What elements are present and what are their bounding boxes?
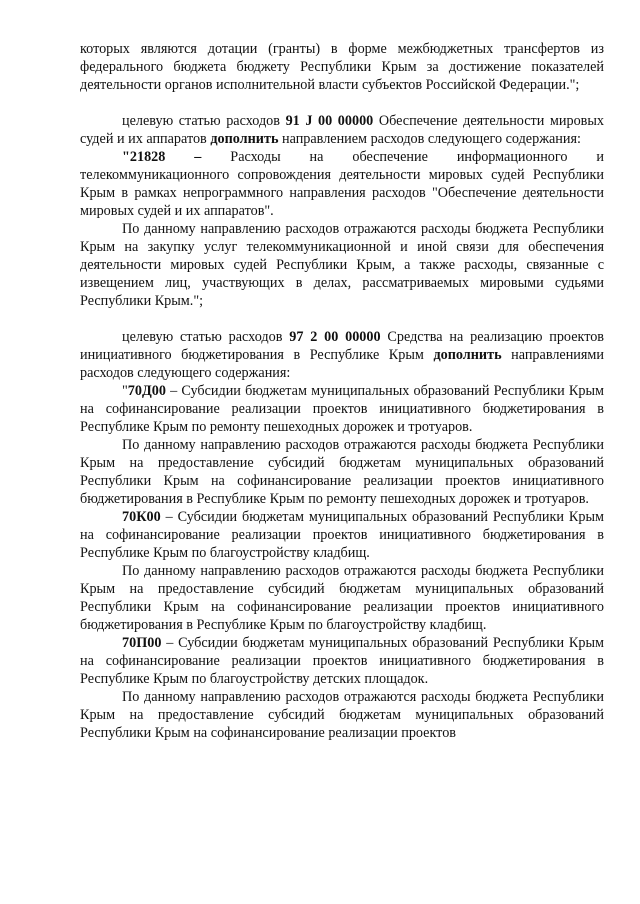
- action-word: дополнить: [433, 347, 502, 363]
- expense-code-70k00: 70К00: [122, 509, 161, 525]
- expense-code-70p00: 70П00: [122, 635, 162, 651]
- paragraph-70k00-description: По данному направлению расходов отражаются расходы бюджета Республики Крым на предоставление субсидий бюджетам муниципальных образований Республики Крым на софинансирование реализации проектов инициативного бюджетирования в Республике Крым по благоустройству кладбищ.: [80, 563, 604, 633]
- paragraph-70p00-description: По данному направлению расходов отражаются расходы бюджета Республики Крым на предоставление субсидий бюджетам муниципальных образований Республики Крым на софинансирование реализации проектов: [80, 689, 604, 741]
- paragraph-gap: [80, 94, 604, 112]
- expense-code-21828: "21828 –: [122, 149, 202, 165]
- expense-code-91j: 91 J 00 00000: [285, 113, 374, 129]
- paragraph-code-70k00: 70К00 – Субсидии бюджетам муниципальных образований Республики Крым на софинансирование реализации проектов инициативного бюджетирования в Республике Крым по благоустройству кладбищ.: [80, 509, 604, 561]
- paragraph-gap: [80, 310, 604, 328]
- expense-code-70d00: 70Д00: [127, 383, 166, 399]
- paragraph-target-972: целевую статью расходов 97 2 00 00000 Средства на реализацию проектов инициативного бюджетирования в Республике Крым дополнить направлениями расходов следующего содержания:: [80, 329, 605, 381]
- paragraph-target-91j: целевую статью расходов 91 J 00 00000 Обеспечение деятельности мировых судей и их аппаратов дополнить направлением расходов следующего содержания:: [80, 113, 605, 147]
- document-page: [80, 40, 604, 742]
- expense-code-972: 97 2 00 00000: [289, 329, 381, 345]
- action-word: дополнить: [210, 131, 279, 147]
- paragraph-21828-description: По данному направлению расходов отражаются расходы бюджета Республики Крым на закупку услуг телекоммуникационной и иной связи для обеспечения деятельности мировых судей Республики Крым, а также расходы, связанные с извещением лиц, участвующих в делах, рассматриваемых мировыми судьями Республики Крым.";: [80, 221, 604, 309]
- paragraph-continuation: которых являются дотации (гранты) в форме межбюджетных трансфертов из федерального бюджета бюджету Республики Крым за достижение показателей деятельности органов исполнительной власти субъектов Российской Федерации.";: [80, 41, 604, 93]
- paragraph-code-70d00: "70Д00 – Субсидии бюджетам муниципальных образований Республики Крым на софинансирование реализации проектов инициативного бюджетирования в Республике Крым по ремонту пешеходных дорожек и тротуаров.: [80, 383, 604, 435]
- paragraph-70d00-description: По данному направлению расходов отражаются расходы бюджета Республики Крым на предоставление субсидий бюджетам муниципальных образований Республики Крым на софинансирование реализации проектов инициативного бюджетирования в Республике Крым по ремонту пешеходных дорожек и тротуаров.: [80, 437, 604, 507]
- paragraph-code-70p00: 70П00 – Субсидии бюджетам муниципальных образований Республики Крым на софинансирование реализации проектов инициативного бюджетирования в Республике Крым по благоустройству детских площадок.: [80, 635, 604, 687]
- paragraph-code-21828: "21828 – Расходы на обеспечение информационного и телекоммуникационного сопровождения деятельности мировых судей Республики Крым в рамках непрограммного направления расходов "Обеспечение деятельности мировых судей и их аппаратов".: [80, 149, 604, 219]
